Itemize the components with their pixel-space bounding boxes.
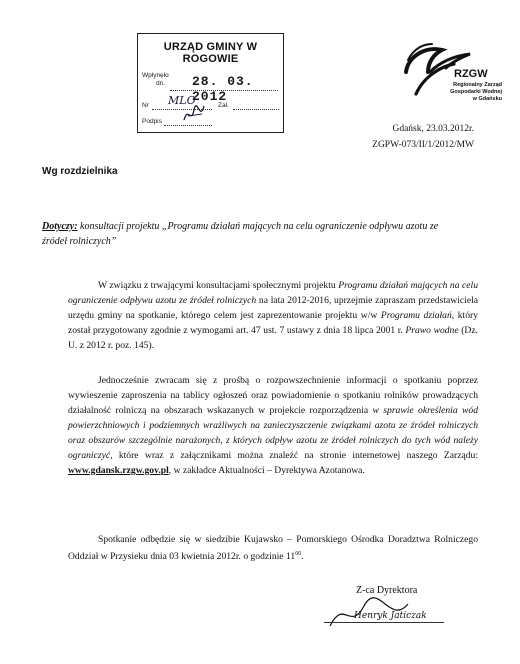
website-link[interactable]: www.gdansk.rzgw.gov.pl <box>68 465 169 476</box>
received-stamp <box>137 33 284 133</box>
stamp-zal-line <box>233 109 279 110</box>
paragraph-1: W związku z trwającymi konsultacjami społecznymi projektu Programu działań mających na celu ograniczenie odpływu azotu ze źródeł rolniczych na lata 2012-2016, uprzejmie zapraszam przedstawiciela urzędu gminy na spotkanie, którego celem jest zaprezentowanie projektu w/w Programu działań, który został przygotowany zgodnie z wymogami art. 47 ust. 7 ustawy z dnia 18 lipca 2001 r. Prawo wodne (Dz. U. z 2012 r. poz. 145). <box>68 280 478 351</box>
signature-line <box>324 622 444 623</box>
subject-label: Dotyczy: <box>42 221 78 232</box>
signature-name: Henryk Jaticzak <box>354 611 427 621</box>
stamp-nr-label: Nr <box>142 102 149 109</box>
place-date: Gdańsk, 23.03.2012r. <box>392 124 474 134</box>
stamp-received-dn: dn. <box>156 80 166 87</box>
logo-name: RZGW <box>454 68 488 80</box>
logo-subtitle: Regionalny Zarząd Gospodarki Wodnej w Gdańsku <box>450 82 502 102</box>
subject <box>42 219 462 249</box>
stamp-nr-handwritten: MLO <box>168 94 196 107</box>
subject-text: konsultacji projektu „Programu działań mających na celu ograniczenie odpływu azotu ze źródeł rolniczych” <box>42 221 439 247</box>
signature-title: Z-ca Dyrektora <box>356 585 418 596</box>
stamp-received-date: 28. 03. 2012 <box>192 74 254 104</box>
stamp-zal-label: Zał. <box>218 102 229 109</box>
stamp-signature-scribble <box>182 102 208 126</box>
stamp-signature-label: Podpis <box>142 118 162 125</box>
paragraph-3: Spotkanie odbędzie się w siedzibie Kujawsko – Pomorskiego Ośrodka Doradztwa Rolniczego Oddział w Przysieku dnia 03 kwietnia 2012r. o godzinie $11^{00}$. <box>68 534 478 563</box>
addressee: Wg rozdzielnika <box>42 166 118 177</box>
stamp-title: URZĄD GMINY W ROGOWIE <box>163 41 258 65</box>
stamp-date-line <box>170 90 278 91</box>
stamp-received-label: Wpłynęło <box>142 72 169 79</box>
reference-number: ZGPW-073/II/1/2012/MW <box>372 140 474 150</box>
paragraph-2: Jednocześnie zwracam się z prośbą o rozpowszechnienie informacji o spotkaniu poprzez wywieszenie zaproszenia na tablicy ogłoszeń oraz powiadomienie o spotkaniu rolników prowadzących działalność rolniczą na obszarach wskazanych w projekcie rozporządzenia w sprawie określenia wód powierzchniowych i podziemnych wrażliwych na zanieczyszczenie związkami azotu ze źródeł rolniczych oraz obszarów szczególnie narażonych, z których odpływ azotu ze źródeł rolniczych do tych wód należy ograniczyć, które wraz z załącznikami można znaleźć na stronie internetowej naszego Zarządu: www.gdansk.rzgw.gov.pl, w zakładce Aktualności – Dyrektywa Azotanowa. <box>68 375 479 476</box>
